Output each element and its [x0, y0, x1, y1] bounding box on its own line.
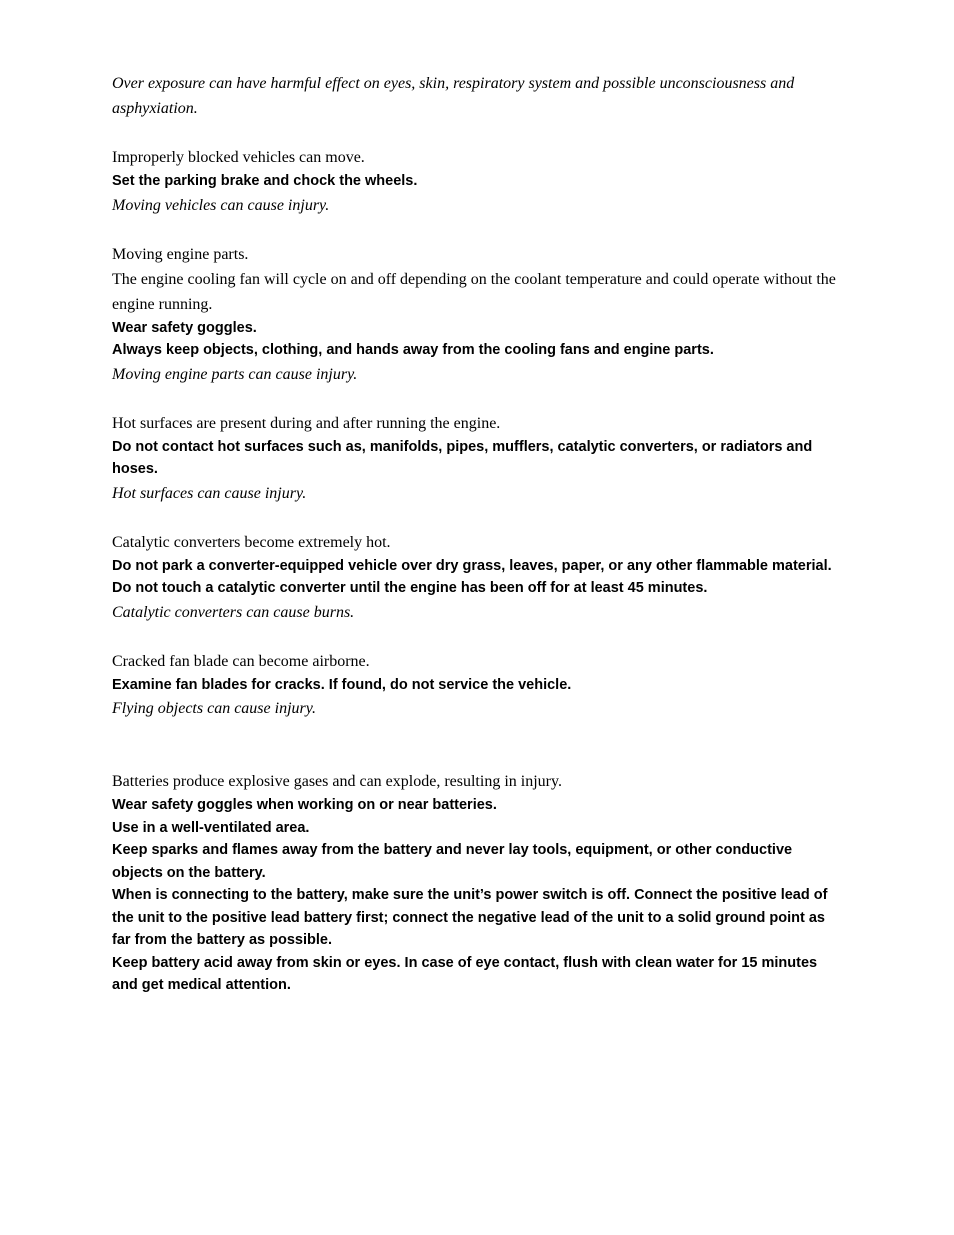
section-catalytic-converters — [112, 530, 842, 625]
hazard-description: The engine cooling fan will cycle on and off depending on the coolant temperature and could operate without the engine running. — [112, 270, 836, 313]
section-gap — [112, 506, 842, 530]
section-gap — [112, 121, 842, 145]
hazard-statement: Cracked fan blade can become airborne. — [112, 652, 370, 670]
document-page — [112, 71, 842, 997]
section-fan-blade — [112, 649, 842, 722]
hazard-consequence: Catalytic converters can cause burns. — [112, 603, 355, 621]
hazard-consequence: Over exposure can have harmful effect on eyes, skin, respiratory system and possible unconsciousness and asphyxiation. — [112, 75, 795, 117]
section-hot-surfaces — [112, 411, 842, 506]
hazard-consequence: Flying objects can cause injury. — [112, 700, 316, 717]
section-overexposure — [112, 71, 842, 121]
safety-instruction: Set the parking brake and chock the wheels. — [112, 173, 418, 189]
safety-instruction: Do not contact hot surfaces such as, manifolds, pipes, mufflers, catalytic converters, or radiators and hoses. — [112, 438, 813, 477]
hazard-statement: Batteries produce explosive gases and can explode, resulting in injury. — [112, 773, 562, 790]
hazard-consequence: Moving engine parts can cause injury. — [112, 365, 358, 383]
hazard-consequence: Hot surfaces can cause injury. — [112, 484, 307, 502]
safety-instruction: When is connecting to the battery, make sure the unit’s power switch is off. Connect the positive lead of the unit to the positive lead battery first; connect the negative lead of the unit to a solid ground point as far from the battery as possible. — [112, 887, 828, 948]
section-blocked-vehicles — [112, 145, 842, 218]
safety-instruction: Keep sparks and flames away from the battery and never lay tools, equipment, or other conductive objects on the battery. — [112, 842, 793, 881]
section-gap — [112, 721, 842, 769]
safety-instruction: Use in a well-ventilated area. — [112, 819, 310, 836]
hazard-statement: Improperly blocked vehicles can move. — [112, 149, 365, 166]
safety-instruction: Wear safety goggles when working on or near batteries. — [112, 797, 497, 813]
safety-instruction: Examine fan blades for cracks. If found, do not service the vehicle. — [112, 676, 572, 693]
section-gap — [112, 625, 842, 649]
hazard-statement: Moving engine parts. — [112, 245, 249, 263]
safety-instruction: Always keep objects, clothing, and hands away from the cooling fans and engine parts. — [112, 342, 714, 358]
hazard-consequence: Moving vehicles can cause injury. — [112, 196, 330, 214]
safety-instruction: Wear safety goggles. — [112, 319, 257, 336]
section-batteries — [112, 769, 842, 997]
safety-instruction: Do not touch a catalytic converter until the engine has been off for at least 45 minutes. — [112, 580, 708, 596]
section-gap — [112, 218, 842, 242]
section-moving-engine-parts — [112, 242, 842, 387]
section-gap — [112, 387, 842, 411]
hazard-statement: Catalytic converters become extremely hot. — [112, 533, 391, 551]
safety-instruction: Keep battery acid away from skin or eyes. In case of eye contact, flush with clean water for 15 minutes and get medical attention. — [112, 954, 818, 993]
hazard-statement: Hot surfaces are present during and after running the engine. — [112, 414, 501, 432]
safety-instruction: Do not park a converter-equipped vehicle over dry grass, leaves, paper, or any other flammable material. — [112, 557, 832, 574]
